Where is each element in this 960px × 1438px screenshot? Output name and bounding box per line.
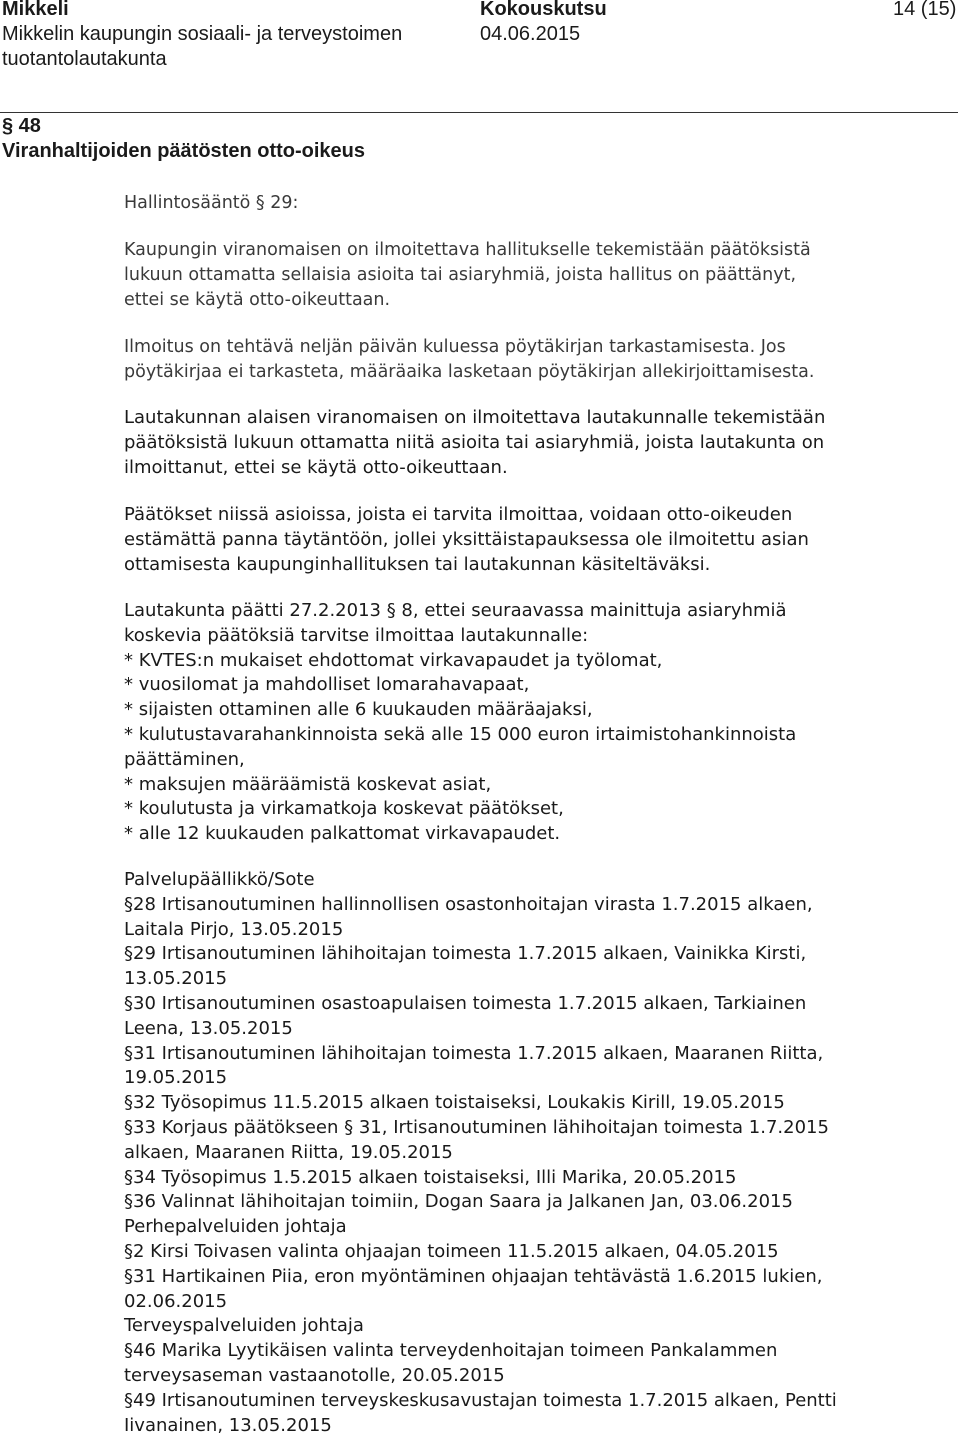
paragraph-board-decision-list xyxy=(124,599,954,847)
list-heading: Perhepalveluiden johtaja xyxy=(124,1216,347,1238)
list-item: §33 Korjaus päätökseen § 31, Irtisanoutuminen lähihoitajan toimesta 1.7.2015 xyxy=(124,1116,829,1138)
list-item: §32 Työsopimus 11.5.2015 alkaen toistaiseksi, Loukakis Kirill, 19.05.2015 xyxy=(124,1092,785,1114)
unit-name-line2: tuotantolautakunta xyxy=(2,48,167,70)
list-item: * KVTES:n mukaiset ehdottomat virkavapaudet ja työlomat, xyxy=(124,649,663,671)
text-line: Kaupungin viranomaisen on ilmoitettava hallitukselle tekemistään päätöksistä xyxy=(124,240,811,260)
list-item: §29 Irtisanoutuminen lähihoitajan toimesta 1.7.2015 alkaen, Vainikka Kirsti, xyxy=(124,943,807,965)
text-line: pöytäkirjaa ei tarkasteta, määräaika lasketaan pöytäkirjan allekirjoittamisesta. xyxy=(124,361,815,382)
list-item: päättäminen, xyxy=(124,748,245,770)
decision-list xyxy=(124,868,954,1438)
list-item: Leena, 13.05.2015 xyxy=(124,1017,293,1039)
list-item: §31 Irtisanoutuminen lähihoitajan toimesta 1.7.2015 alkaen, Maaranen Riitta, xyxy=(124,1042,824,1064)
list-item: alkaen, Maaranen Riitta, 19.05.2015 xyxy=(124,1141,453,1163)
list-item: §46 Marika Lyytikäisen valinta terveydenhoitajan toimeen Pankalammen xyxy=(124,1340,778,1362)
text-line: koskevia päätöksiä tarvitse ilmoittaa lautakunnalle: xyxy=(124,624,589,646)
list-item: §49 Irtisanoutuminen terveyskeskusavustajan toimesta 1.7.2015 alkaen, Pentti xyxy=(124,1389,837,1411)
text-line: Lautakunnan alaisen viranomaisen on ilmoitettava lautakunnalle tekemistään xyxy=(124,407,826,428)
list-item: Laitala Pirjo, 13.05.2015 xyxy=(124,918,344,940)
text-line: ettei se käytä otto-oikeuttaan. xyxy=(124,289,391,310)
list-item: §36 Valinnat lähihoitajan toimiin, Dogan Saara ja Jalkanen Jan, 03.06.2015 xyxy=(124,1191,793,1213)
list-item: §31 Hartikainen Piia, eron myöntäminen ohjaajan tehtävästä 1.6.2015 lukien, xyxy=(124,1265,823,1287)
paragraph-execution xyxy=(124,503,954,577)
page-number: 14 (15) xyxy=(893,0,957,20)
rule-reference xyxy=(124,191,954,216)
section-title: Viranhaltijoiden päätösten otto-oikeus xyxy=(2,140,366,162)
list-item: §2 Kirsi Toivasen valinta ohjaajan toimeen 11.5.2015 alkaen, 04.05.2015 xyxy=(124,1240,779,1262)
list-item: 02.06.2015 xyxy=(124,1290,228,1312)
list-item: * alle 12 kuukauden palkattomat virkavapaudet. xyxy=(124,823,561,845)
text-line: ottamisesta kaupunginhallituksen tai lautakunnan käsiteltäväksi. xyxy=(124,553,711,575)
list-item: 19.05.2015 xyxy=(124,1067,228,1089)
document-date: 04.06.2015 xyxy=(480,23,581,45)
list-item: terveysaseman vastaanotolle, 20.05.2015 xyxy=(124,1364,505,1386)
text-line: estämättä panna täytäntöön, jollei yksittäistapauksessa ole ilmoitettu asian xyxy=(124,528,809,550)
document-type: Kokouskutsu xyxy=(480,0,607,20)
list-item: Iivanainen, 13.05.2015 xyxy=(124,1414,332,1436)
paragraph-board-authority xyxy=(124,406,954,480)
list-item: 13.05.2015 xyxy=(124,968,228,990)
list-item: §34 Työsopimus 1.5.2015 alkaen toistaiseksi, Illi Marika, 20.05.2015 xyxy=(124,1166,737,1188)
unit-name-line1: Mikkelin kaupungin sosiaali- ja terveystoimen xyxy=(2,23,403,45)
section-number: § 48 xyxy=(2,115,41,137)
list-heading: Palvelupäällikkö/Sote xyxy=(124,869,315,890)
list-item: * vuosilomat ja mahdolliset lomarahavapaat, xyxy=(124,674,530,696)
list-item: * koulutusta ja virkamatkoja koskevat päätökset, xyxy=(124,798,564,820)
list-item: * maksujen määräämistä koskevat asiat, xyxy=(124,773,492,795)
rule-reference-text: Hallintosääntö § 29: xyxy=(124,193,299,213)
list-item: * sijaisten ottaminen alle 6 kuukauden määräajaksi, xyxy=(124,699,593,721)
text-line: ilmoittanut, ettei se käytä otto-oikeuttaan. xyxy=(124,456,508,478)
paragraph-notification-deadline xyxy=(124,335,954,385)
text-line: Lautakunta päätti 27.2.2013 § 8, ettei seuraavassa mainittuja asiaryhmiä xyxy=(124,600,787,621)
org-name: Mikkeli xyxy=(2,0,69,20)
list-item: §28 Irtisanoutuminen hallinnollisen osastonhoitajan virasta 1.7.2015 alkaen, xyxy=(124,893,813,915)
list-item: §30 Irtisanoutuminen osastoapulaisen toimesta 1.7.2015 alkaen, Tarkiainen xyxy=(124,992,807,1014)
list-item: * kulutustavarahankinnoista sekä alle 15 000 euron irtaimistohankinnoista xyxy=(124,723,797,745)
text-line: Päätökset niissä asioissa, joista ei tarvita ilmoittaa, voidaan otto-oikeuden xyxy=(124,504,793,525)
paragraph-city-authority xyxy=(124,238,954,312)
text-line: Ilmoitus on tehtävä neljän päivän kuluessa pöytäkirjan tarkastamisesta. Jos xyxy=(124,337,786,357)
list-heading: Terveyspalveluiden johtaja xyxy=(124,1315,364,1337)
header-divider xyxy=(0,112,958,113)
text-line: päätöksistä lukuun ottamatta niitä asioita tai asiaryhmiä, joista lautakunta on xyxy=(124,431,825,453)
text-line: lukuun ottamatta sellaisia asioita tai asiaryhmiä, joista hallitus on päättänyt, xyxy=(124,264,797,285)
